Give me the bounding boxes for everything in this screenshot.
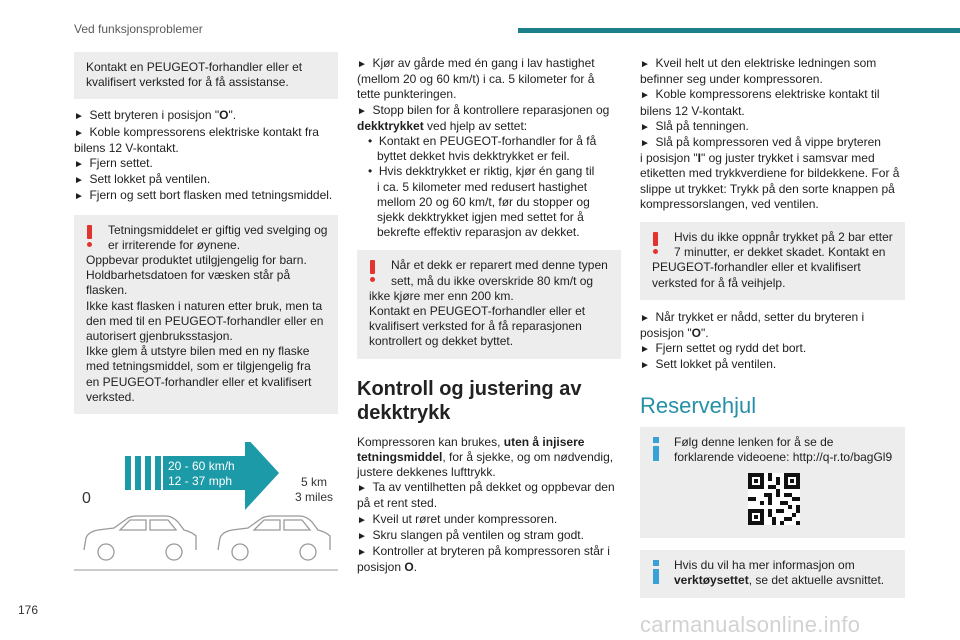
speed-stripe-3 — [145, 456, 151, 490]
warning-icon — [370, 260, 376, 282]
step-valve-cap-cont: på et rent sted. — [357, 496, 438, 511]
step-drive-line-2: (mellom 20 og 60 km/t) i ca. 5 kilometer for å — [357, 72, 595, 87]
pressure-warning-line-3: PEUGEOT-forhandler eller et kvalifisert — [652, 260, 861, 275]
page-number: 176 — [18, 603, 39, 617]
step-screw-hose: ► Skru slangen på ventilen og stram godt. — [357, 528, 621, 544]
distance-miles: 3 miles — [294, 490, 334, 505]
intro-line-1: Kompressoren kan brukes, uten å injisere — [357, 434, 585, 449]
step-uncoil-cable-cont: befinner seg under kompressoren. — [640, 72, 823, 87]
step-compressor-on-cont-2: etiketten med trykkverdiene for bildekkene. For å — [640, 166, 900, 181]
driving-diagram-figure — [74, 442, 338, 572]
warning-line-9: Ikke glem å utstyre bilen med en ny flaske — [86, 344, 310, 359]
info-icon — [653, 437, 659, 461]
speed-stripe-1 — [125, 456, 131, 490]
step-ignition-on: ► Slå på tenningen. — [640, 119, 905, 135]
step-check-switch-cont: posisjon O. — [357, 560, 418, 575]
warning-line-11: en PEUGEOT-forhandler eller et kvalifisert — [86, 374, 312, 389]
intro-line-3: justere dekkenes lufttrykk. — [357, 465, 496, 480]
bullet-contact-line-1: • Kontakt en PEUGEOT-forhandler for å få — [357, 134, 621, 149]
warning-line-4: Holdbarhetsdatoen for væsken står på — [86, 268, 291, 283]
pressure-warning-box — [640, 222, 905, 300]
speed-warning-line-2: sett, må du ikke overskride 80 km/t og — [391, 273, 594, 288]
section-title: Ved funksjonsproblemer — [74, 22, 203, 36]
speed-kmh: 20 - 60 km/h — [168, 459, 235, 474]
pressure-warning-line-4: verksted for å få veihjelp. — [652, 275, 786, 290]
step-uncoil-tube: ► Kveil ut røret under kompressoren. — [357, 512, 621, 528]
removal-steps — [74, 108, 338, 204]
car-outline-left — [84, 516, 196, 560]
sealant-warning-box — [74, 215, 338, 414]
bullet-pressure-line-2: i ca. 5 kilometer med redusert hastighet — [377, 179, 588, 194]
warning-line-12: verksted. — [86, 389, 135, 404]
pressure-warning-line-1: Hvis du ikke oppnår trykket på 2 bar etter — [674, 230, 893, 245]
speed-limit-warning-box — [357, 250, 621, 358]
section-heading-pressure: Kontroll og justering av dekktrykk — [357, 377, 582, 424]
speed-warning-line-1: Når et dekk er reparert med denne typen — [391, 258, 608, 273]
speed-mph: 12 - 37 mph — [168, 474, 233, 489]
distance-km: 5 km — [300, 475, 328, 490]
bullet-contact-line-2: byttet dekket hvis dekktrykket er feil. — [377, 149, 570, 164]
speed-warning-line-5: kvalifisert verksted for å få reparasjonen — [369, 319, 582, 334]
warning-line-1: Tetningsmiddelet er giftig ved svelging og — [108, 222, 328, 237]
bullet-pressure-line-3: mellom 20 og 60 km/t, før du stopper og — [377, 194, 590, 209]
column-1 — [74, 52, 338, 572]
pressure-warning-line-2: 7 minutter, er dekket skadet. Kontakt en — [674, 245, 886, 260]
speed-warning-line-4: Kontakt en PEUGEOT-forhandler eller et — [369, 304, 586, 319]
speed-warning-line-3: ikke kjøre mer enn 200 km. — [369, 288, 514, 303]
warning-line-2: er irriterende for øynene. — [108, 237, 241, 252]
qr-code[interactable] — [748, 473, 800, 525]
step-stop-line-2: dekktrykket ved hjelp av settet: — [357, 118, 528, 133]
step-uncoil-cable: ► Kveil helt ut den elektriske ledningen som — [640, 56, 905, 72]
assistance-line-2: kvalifisert verksted for å få assistanse. — [86, 75, 289, 90]
warning-line-5: flasken. — [86, 283, 128, 298]
step-compressor-on-cont-1: i posisjon "I" og juster trykket i samsvar med — [640, 151, 875, 166]
start-zero: 0 — [82, 490, 91, 508]
section-heading-spare-wheel: Reservehjul — [640, 392, 757, 418]
step-remove-bottle: ► Fjern og sett bort flasken med tetningsmiddel. — [74, 188, 338, 204]
step-check-switch: ► Kontroller at bryteren på kompressoren står i — [357, 544, 621, 560]
warning-line-7: den med til en PEUGEOT-forhandler eller en — [86, 313, 324, 328]
info-icon — [653, 560, 659, 584]
column-2 — [357, 56, 621, 575]
warning-line-8: autorisert gjenbruksstasjon. — [86, 329, 233, 344]
step-pressure-reached-cont: posisjon "O". — [640, 326, 709, 341]
step-drive-line-3: tette punkteringen. — [357, 87, 457, 102]
speed-warning-line-6: kontrollert og dekket byttet. — [369, 334, 514, 349]
video-info-line-1: Følg denne lenken for å se de — [674, 434, 834, 449]
step-switch-position: ► Sett bryteren i posisjon "O". — [74, 108, 338, 124]
warning-icon — [87, 225, 93, 247]
step-refit-cap: ► Sett lokket på ventilen. — [74, 172, 338, 188]
column-3 — [640, 56, 905, 598]
step-compressor-on-cont-4: kompressorslangen, ved ventilen. — [640, 196, 819, 211]
step-stow-kit: ► Fjern settet og rydd det bort. — [640, 341, 905, 357]
header-accent-bar — [518, 28, 960, 33]
assistance-line-1: Kontakt en PEUGEOT-forhandler eller et — [86, 60, 303, 74]
video-info-box — [640, 427, 905, 538]
bullet-pressure-line-1: • Hvis dekktrykket er riktig, kjør én gang til — [357, 164, 621, 179]
toolkit-info-box — [640, 550, 905, 597]
warning-line-3: Oppbevar produktet utilgjengelig for barn. — [86, 253, 307, 268]
step-disconnect-plug: ► Koble kompressorens elektriske kontakt fra — [74, 125, 338, 141]
step-stop-line-1: ► Stopp bilen for å kontrollere reparasjonen og — [357, 103, 621, 119]
video-info-line-2: forklarende videoene: http://q-r.to/bagGl9 — [674, 450, 893, 465]
step-refit-valve-cap: ► Sett lokket på ventilen. — [640, 357, 905, 373]
step-compressor-on: ► Slå på kompressoren ved å vippe bryteren — [640, 135, 905, 151]
intro-line-2: tetningsmiddel, for å sjekke, og om nødvendig, — [357, 449, 614, 464]
warning-line-10: med tetningsmiddel, som er tilgjengelig fra — [86, 359, 311, 374]
speed-stripe-2 — [135, 456, 141, 490]
step-connect-plug: ► Koble kompressorens elektriske kontakt til — [640, 87, 905, 103]
toolkit-info-line-2: verktøysettet, se det aktuelle avsnittet. — [674, 573, 885, 588]
warning-line-6: Ikke kast flasken i naturen etter bruk, men ta — [86, 298, 323, 313]
driving-diagram — [74, 442, 338, 572]
speed-stripe-4 — [155, 456, 161, 490]
bullet-pressure-line-4: sjekk dekktrykket igjen med settet for å — [377, 210, 584, 225]
warning-icon — [653, 232, 659, 254]
assistance-box — [74, 52, 338, 99]
car-outline-right — [218, 516, 330, 560]
step-connect-plug-cont: bilens 12 V-kontakt. — [640, 103, 745, 118]
step-drive-line-1: ► Kjør av gårde med én gang i lav hastighet — [357, 56, 621, 72]
toolkit-info-line-1: Hvis du vil ha mer informasjon om — [674, 558, 855, 573]
watermark: carmanualsonline.info — [640, 612, 861, 637]
step-compressor-on-cont-3: slippe ut trykket: Trykk på den sorte knappen på — [640, 181, 895, 196]
step-remove-kit: ► Fjern settet. — [74, 156, 338, 172]
step-valve-cap: ► Ta av ventilhetten på dekket og oppbevar den — [357, 480, 621, 496]
step-pressure-reached: ► Når trykket er nådd, setter du bryteren i — [640, 310, 905, 326]
step-disconnect-plug-cont: bilens 12 V-kontakt. — [74, 140, 179, 155]
bullet-pressure-line-5: bekrefte effektiv reparasjon av dekket. — [377, 225, 580, 240]
